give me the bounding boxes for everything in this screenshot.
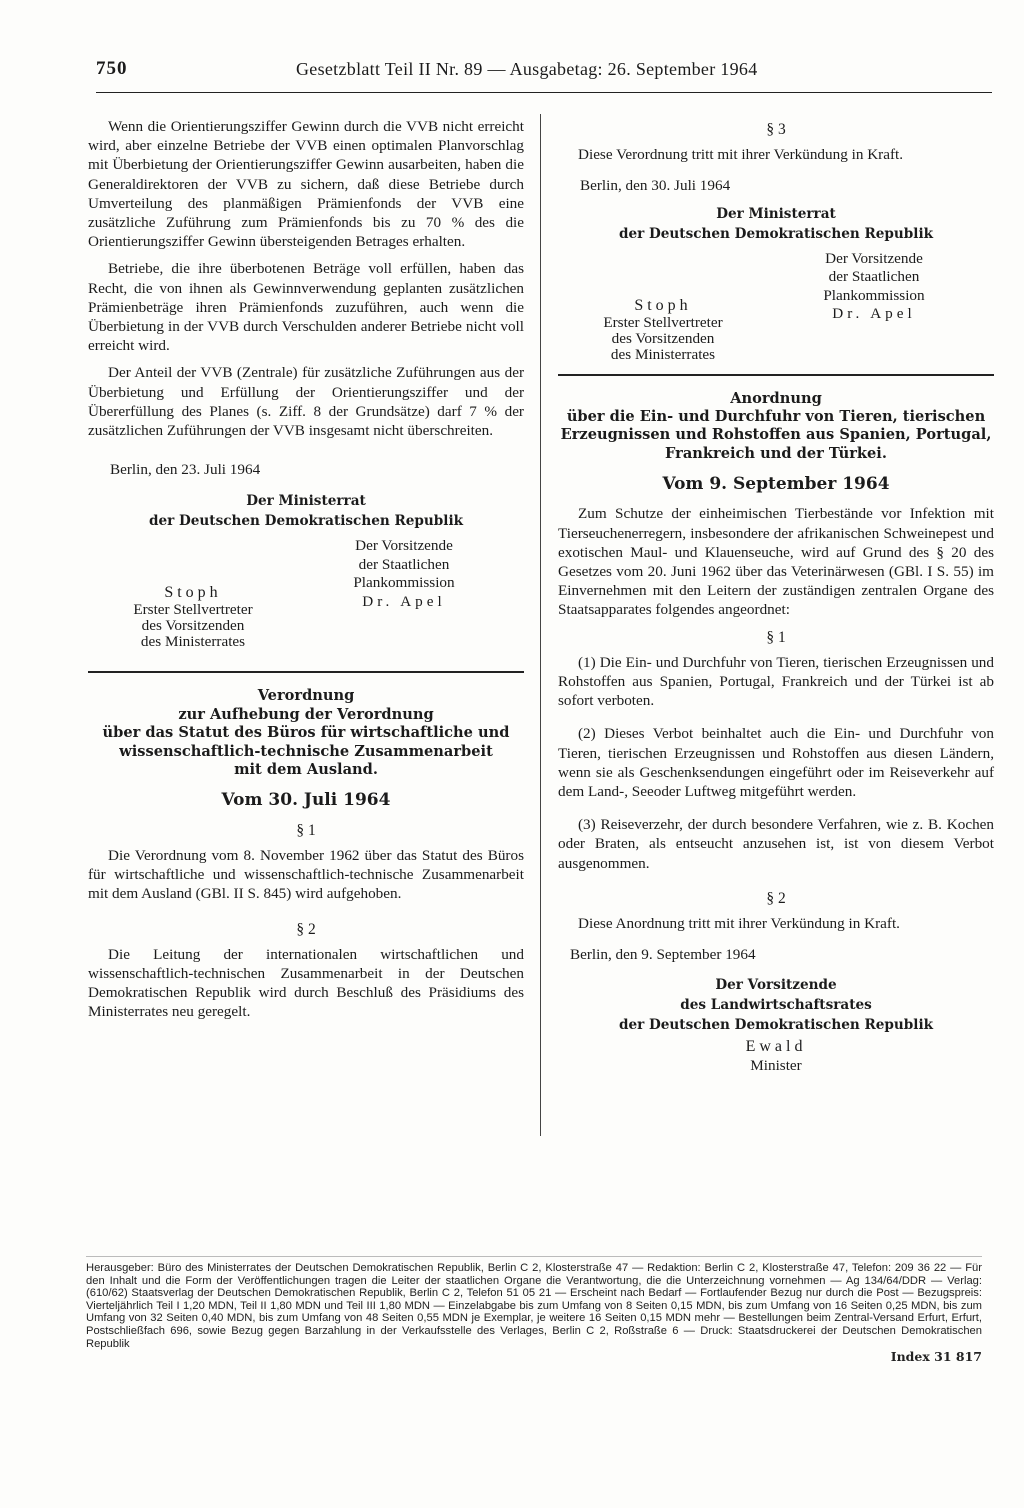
section-sign: § 1 (296, 821, 316, 839)
organ-line: Der Ministerrat (246, 493, 366, 510)
title-line: Erzeugnissen und Rohstoffen aus Spanien, Portugal, (560, 426, 992, 444)
title-line: mit dem Ausland. (234, 761, 378, 779)
signature-line: des Vorsitzenden (141, 617, 245, 635)
signer-name: Stoph (164, 584, 222, 602)
title-line: wissenschaftlich-technische Zusammenarbeit (119, 742, 493, 760)
section-sign: § 1 (766, 628, 786, 646)
index-number: Index 31 817 (890, 1349, 982, 1365)
paragraph: Die Leitung der internationalen wirtschaftlichen und wissenschaftlich-technischen Zusammenarbeit in der Deutschen Demokratischen Republik wird durch Beschluß des Präsidiums des Ministerrates neu geregelt. (88, 945, 524, 1021)
imprint-text: Herausgeber: Büro des Ministerrates der Deutschen Demokratischen Republik, Berlin C 2, Klosterstraße 47 — Redaktion: Berlin C 2, Klosterstraße 47, Telefon: 209 36 22 — Für den Inhalt und die Form der Veröffentlichungen tragen die Leiter der staatlichen Organe die Verantwortung, die die Unterzeichnung vornehmen — Ag 134/64/DDR — Verlag: (610/62) Staatsverlag der Deutschen Demokratischen Republik, Berlin C 2, Telefon 51 05 21 — Erscheint nach Bedarf — Fortlaufender Bezug nur durch die Post — Bezugspreis: Vierteljährlich Teil I 1,20 MDN, Teil II 1,80 MDN und Teil III 1,80 MDN — Einzelabgabe bis zum Umfang von 8 Seiten 0,15 MDN, bis zum Umfang von 16 Seiten 0,25 MDN, bis zum Umfang von 32 Seiten 0,40 MDN, bis zum Umfang von 48 Seiten 0,55 MDN je Exemplar, je weitere 16 Seiten 0,15 MDN mehr — Bestellungen beim Zentral-Versand Erfurt, Erfurt, Postschließfach 696, sowie Bezug gegen Barzahlung in der Verkaufsstelle des Verlages, Berlin C 2, Roßstraße 6 — Druck: Staatsdruckerei der Deutschen Demokratischen Republik (86, 1262, 982, 1350)
signature-right (324, 537, 484, 611)
right-column (558, 120, 994, 1075)
signature-left (588, 296, 738, 363)
title-line: Verordnung (257, 687, 355, 705)
paragraph: (1) Die Ein- und Durchfuhr von Tieren, tierischen Erzeugnissen und Rohstoffen aus Spanien, Portugal, Frankreich und der Türkei ist ab sofort verboten. (558, 653, 994, 710)
authority-line: Der Vorsitzende (715, 976, 837, 993)
imprint-footer (86, 1262, 982, 1364)
header-rule (96, 92, 992, 93)
paragraph: (2) Dieses Verbot beinhaltet auch die Ein- und Durchfuhr von Tieren, tierischen Erzeugnissen und Rohstoffen aus diesen Ländern, wenn sie als Geschenksendungen eingeführt oder im Reiseverkehr auf dem Land-, Seeoder Luftweg mitgeführt werden. (558, 725, 994, 801)
title-line: über das Statut des Büros für wirtschaftliche und (102, 724, 510, 742)
signer-name: Dr. Apel (362, 592, 446, 610)
page-header (96, 58, 992, 92)
paragraph: Wenn die Orientierungsziffer Gewinn durch die VVB nicht erreicht wird, aber einzelne Betriebe der VVB einen optimalen Planvorschlag mit Überbietung der Orientierungsziffer Gewinn ausarbeiten, haben die Generaldirektoren der VVB zu sichern, daß diese Betriebe durch Umverteilung des planmäßigen Prämienfonds der VVB eine zusätzliche Zuführung zum Prämienfonds bis zu 70 % des die Orientierungsziffer Gewinn übersteigenden Betrages erhalten. (88, 118, 524, 251)
signature-line: Erster Stellvertreter (133, 601, 253, 619)
title-line: Frankreich und der Türkei. (665, 444, 887, 462)
decree-date: Vom 30. Juli 1964 (221, 790, 391, 811)
signature-line: der Staatlichen (358, 555, 450, 573)
paragraph: (3) Reiseverzehr, der durch besondere Verfahren, wie z. B. Kochen oder Braten, als entseucht anzusehen ist, ist von diesem Verbot ausgenommen. (558, 816, 994, 872)
paragraph: Betriebe, die ihre überbotenen Beträge voll erfüllen, haben das Recht, die von ihnen als Gewinnverwendung geplanten zusätzlichen Prämienbeträge ihren Prämienfonds zuzuführen, auch wenn die Überbietung in der VVB durch Verschulden anderer Betriebe nicht voll erreicht wird. (88, 260, 524, 355)
title-line: Anordnung (730, 389, 822, 407)
section-rule (558, 374, 994, 376)
signature-line: Erster Stellvertreter (603, 313, 723, 331)
section-sign: § 2 (766, 889, 786, 907)
left-column (88, 117, 524, 1030)
signer-name: Ewald (745, 1037, 807, 1055)
section-sign: § 3 (766, 121, 786, 138)
paragraph: Diese Verordnung tritt mit ihrer Verkündung in Kraft. (578, 146, 904, 164)
place-date: Berlin, den 23. Juli 1964 (110, 461, 261, 479)
signature-block (88, 537, 524, 657)
section-sign: § 2 (296, 920, 316, 938)
signer-name: Stoph (634, 296, 692, 314)
place-date: Berlin, den 30. Juli 1964 (580, 177, 731, 195)
signature-right (794, 250, 954, 324)
column-divider (540, 114, 541, 1136)
signing-organ (88, 491, 524, 531)
section-rule (88, 671, 524, 673)
signing-organ (558, 204, 994, 244)
signature-line: des Ministerrates (140, 633, 246, 651)
page-number: 750 (96, 58, 128, 79)
signature-block (558, 250, 994, 368)
signature-line: des Ministerrates (610, 345, 716, 363)
footer-rule (86, 1256, 982, 1257)
authority-line: des Landwirtschaftsrates (680, 996, 872, 1013)
order-date: Vom 9. September 1964 (662, 474, 890, 495)
paragraph: Diese Anordnung tritt mit ihrer Verkündung in Kraft. (578, 915, 900, 933)
title-line: über die Ein- und Durchfuhr von Tieren, tierischen (566, 408, 986, 426)
title-line: zur Aufhebung der Verordnung (178, 705, 434, 723)
organ-line: der Deutschen Demokratischen Republik (618, 225, 934, 242)
signature-line: Plankommission (353, 574, 455, 592)
running-head: Gesetzblatt Teil II Nr. 89 — Ausgabetag: 26. September 1964 (296, 59, 758, 79)
signature-line: der Staatlichen (828, 268, 920, 286)
authority-line: der Deutschen Demokratischen Republik (618, 1016, 934, 1033)
signature-line: Der Vorsitzende (825, 249, 923, 267)
signature-line: Plankommission (823, 286, 925, 304)
organ-line: der Deutschen Demokratischen Republik (148, 513, 464, 530)
place-date: Berlin, den 9. September 1964 (570, 946, 756, 964)
signature-line: Der Vorsitzende (355, 537, 453, 555)
signing-authority (558, 975, 994, 1035)
signer-title: Minister (750, 1056, 802, 1074)
signer-name: Dr. Apel (832, 305, 916, 323)
paragraph: Der Anteil der VVB (Zentrale) für zusätzliche Zuführungen aus der Überbietung und Erfüllung der Orientierungsziffer und der Übererfüllung des Planes (s. Ziff. 8 der Grundsätze) darf 7 % der zusätzlichen Zuführungen der VVB insgesamt nicht überschreiten. (88, 364, 524, 440)
signature-line: des Vorsitzenden (611, 329, 715, 347)
paragraph: Die Verordnung vom 8. November 1962 über das Statut des Büros für wirtschaftliche und wissenschaftlich-technische Zusammenarbeit mit dem Ausland (GBl. II S. 845) wird aufgehoben. (88, 846, 524, 903)
signature-left (118, 583, 268, 650)
decree-title (88, 687, 524, 779)
organ-line: Der Ministerrat (716, 205, 836, 222)
paragraph: Zum Schutze der einheimischen Tierbestände vor Infektion mit Tierseuchenerregern, insbesondere der afrikanischen Schweinepest und exotischen Maul- und Klauenseuche, wird auf Grund des § 20 des Gesetzes vom 20. Juni 1962 über das Veterinärwesen (GBl. I S. 55) im Einvernehmen mit den Leitern der zuständigen zentralen Organe des Staatsapparates folgendes angeordnet: (558, 505, 994, 619)
order-title (558, 390, 994, 464)
